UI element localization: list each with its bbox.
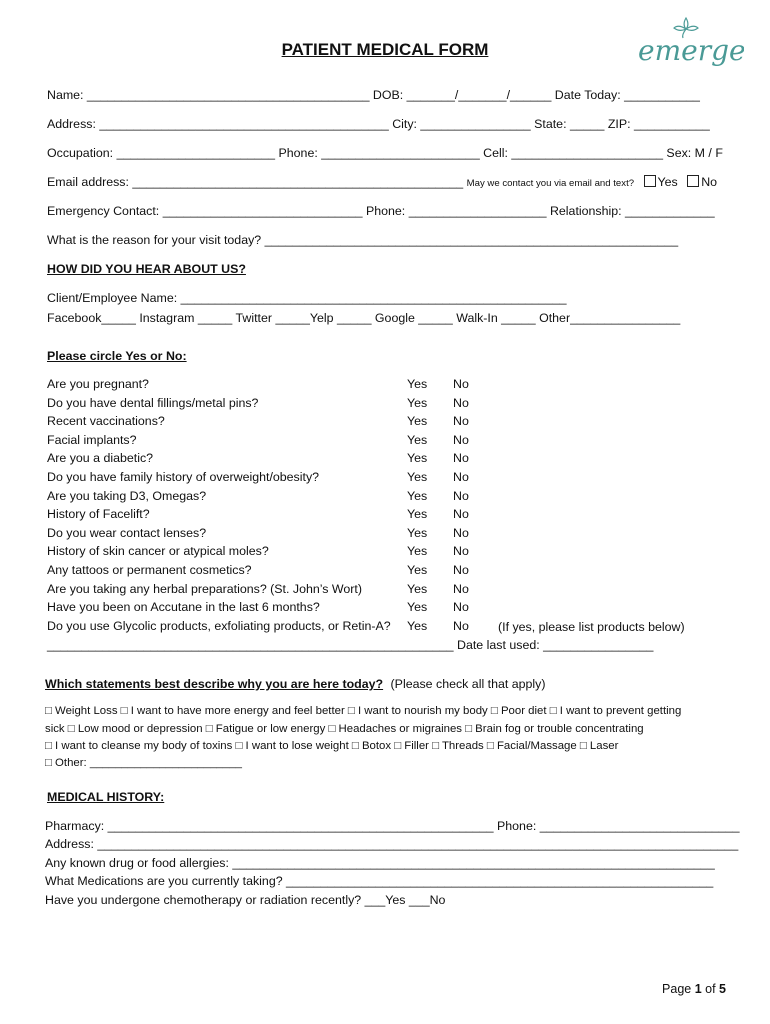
page-prefix: Page: [662, 982, 695, 996]
email-field[interactable]: Email address: ________________________________________________: [47, 175, 464, 189]
answer-no[interactable]: No: [453, 414, 469, 428]
page-title: PATIENT MEDICAL FORM: [281, 40, 489, 59]
answer-no[interactable]: No: [453, 582, 469, 596]
emerge-logo: [634, 14, 744, 84]
statements-row-4[interactable]: □ Other: ________________________: [45, 757, 242, 769]
question-text: Are you a diabetic?: [47, 451, 154, 465]
answer-no[interactable]: No: [453, 451, 469, 465]
products-line[interactable]: ___________________________________________________________ Date last used: ________________: [47, 638, 654, 652]
answer-yes[interactable]: Yes: [407, 414, 428, 428]
emergency-contact-line[interactable]: Emergency Contact: _____________________________ Phone: ____________________ Relationship: _____________: [47, 204, 715, 218]
answer-no[interactable]: No: [453, 600, 469, 614]
question-text: Recent vaccinations?: [47, 414, 165, 428]
statements-heading: Which statements best describe why you are here today?: [45, 677, 384, 691]
client-employee-line[interactable]: Client/Employee Name: ________________________________________________________: [47, 291, 567, 305]
question-text: Do you use Glycolic products, exfoliating products, or Retin-A?: [47, 619, 391, 633]
lotus-icon: [634, 14, 744, 84]
question-text: Do you have dental fillings/metal pins?: [47, 396, 259, 410]
statements-row-1[interactable]: □ Weight Loss □ I want to have more energy and feel better □ I want to nourish my body □ Poor diet □ I want to prevent getting: [45, 705, 682, 717]
products-note: (If yes, please list products below): [498, 620, 685, 634]
email-line[interactable]: [47, 175, 717, 189]
pharmacy-address-line[interactable]: Address: _____________________________________________________________________________________________: [45, 837, 739, 851]
yes-no-heading: Please circle Yes or No:: [47, 349, 187, 363]
medications-line[interactable]: What Medications are you currently taking? ______________________________________________________________: [45, 874, 714, 888]
question-text: History of Facelift?: [47, 507, 150, 521]
answer-yes[interactable]: Yes: [407, 489, 428, 503]
answer-yes[interactable]: Yes: [407, 600, 428, 614]
answer-no[interactable]: No: [453, 489, 469, 503]
occupation-phone-line[interactable]: Occupation: _______________________ Phone: _______________________ Cell: ______________________ Sex: M / F: [47, 146, 723, 160]
consent-yes-checkbox[interactable]: [644, 175, 656, 187]
answer-yes[interactable]: Yes: [407, 451, 428, 465]
answer-no[interactable]: No: [453, 507, 469, 521]
medical-history-heading: MEDICAL HISTORY:: [47, 790, 165, 804]
svg-text:emerge: emerge: [638, 34, 744, 67]
answer-yes[interactable]: Yes: [407, 544, 428, 558]
answer-yes[interactable]: Yes: [407, 396, 428, 410]
question-text: Are you taking D3, Omegas?: [47, 489, 207, 503]
page-total: 5: [719, 982, 726, 996]
answer-yes[interactable]: Yes: [407, 470, 428, 484]
page-current: 1: [694, 982, 702, 996]
answer-no[interactable]: No: [453, 433, 469, 447]
answer-no[interactable]: No: [453, 396, 469, 410]
referral-sources-line[interactable]: Facebook_____ Instagram _____ Twitter _____Yelp _____ Google _____ Walk-In _____ Other________________: [47, 311, 681, 325]
answer-yes[interactable]: Yes: [407, 377, 428, 391]
question-text: Any tattoos or permanent cosmetics?: [47, 563, 252, 577]
question-text: Are you pregnant?: [47, 377, 149, 391]
question-text: Facial implants?: [47, 433, 137, 447]
answer-no[interactable]: No: [453, 563, 469, 577]
answer-yes[interactable]: Yes: [407, 563, 428, 577]
name-dob-line[interactable]: Name: _________________________________________ DOB: _______/_______/______ Date Today: ___________: [47, 88, 700, 102]
answer-no[interactable]: No: [453, 619, 469, 633]
page-of: of: [701, 982, 720, 996]
visit-reason-line[interactable]: What is the reason for your visit today? ____________________________________________________________: [47, 233, 679, 247]
answer-yes[interactable]: Yes: [407, 619, 428, 633]
answer-yes[interactable]: Yes: [407, 507, 428, 521]
question-text: Have you been on Accutane in the last 6 months?: [47, 600, 320, 614]
page-number: [662, 982, 726, 996]
question-text: Are you taking any herbal preparations? (St. John’s Wort): [47, 582, 362, 596]
answer-yes[interactable]: Yes: [407, 433, 428, 447]
statements-heading-line: [45, 677, 546, 691]
answer-yes[interactable]: Yes: [407, 582, 428, 596]
question-text: History of skin cancer or atypical moles?: [47, 544, 269, 558]
statements-row-2[interactable]: sick □ Low mood or depression □ Fatigue or low energy □ Headaches or migraines □ Brain fog or trouble concentrating: [45, 723, 644, 735]
answer-no[interactable]: No: [453, 544, 469, 558]
chemo-line[interactable]: Have you undergone chemotherapy or radiation recently? ___Yes ___No: [45, 893, 446, 907]
consent-yes-label: Yes: [657, 175, 678, 189]
address-line[interactable]: Address: __________________________________________ City: ________________ State: _____ ZIP: ___________: [47, 117, 710, 131]
consent-no-label: No: [701, 175, 718, 189]
pharmacy-line[interactable]: Pharmacy: ________________________________________________________ Phone: _____________________________: [45, 819, 740, 833]
statements-row-3[interactable]: □ I want to cleanse my body of toxins □ I want to lose weight □ Botox □ Filler □ Threads □ Facial/Massage □ Laser: [45, 740, 619, 752]
answer-no[interactable]: No: [453, 470, 469, 484]
answer-no[interactable]: No: [453, 526, 469, 540]
answer-yes[interactable]: Yes: [407, 526, 428, 540]
question-text: Do you wear contact lenses?: [47, 526, 207, 540]
allergies-line[interactable]: Any known drug or food allergies: ______________________________________________________________________: [45, 856, 715, 870]
statements-subheading: (Please check all that apply): [390, 677, 546, 691]
question-text: Do you have family history of overweight/obesity?: [47, 470, 320, 484]
referral-heading: HOW DID YOU HEAR ABOUT US?: [47, 262, 246, 276]
email-consent-label: May we contact you via email and text?: [466, 178, 635, 189]
answer-no[interactable]: No: [453, 377, 469, 391]
consent-no-checkbox[interactable]: [687, 175, 699, 187]
